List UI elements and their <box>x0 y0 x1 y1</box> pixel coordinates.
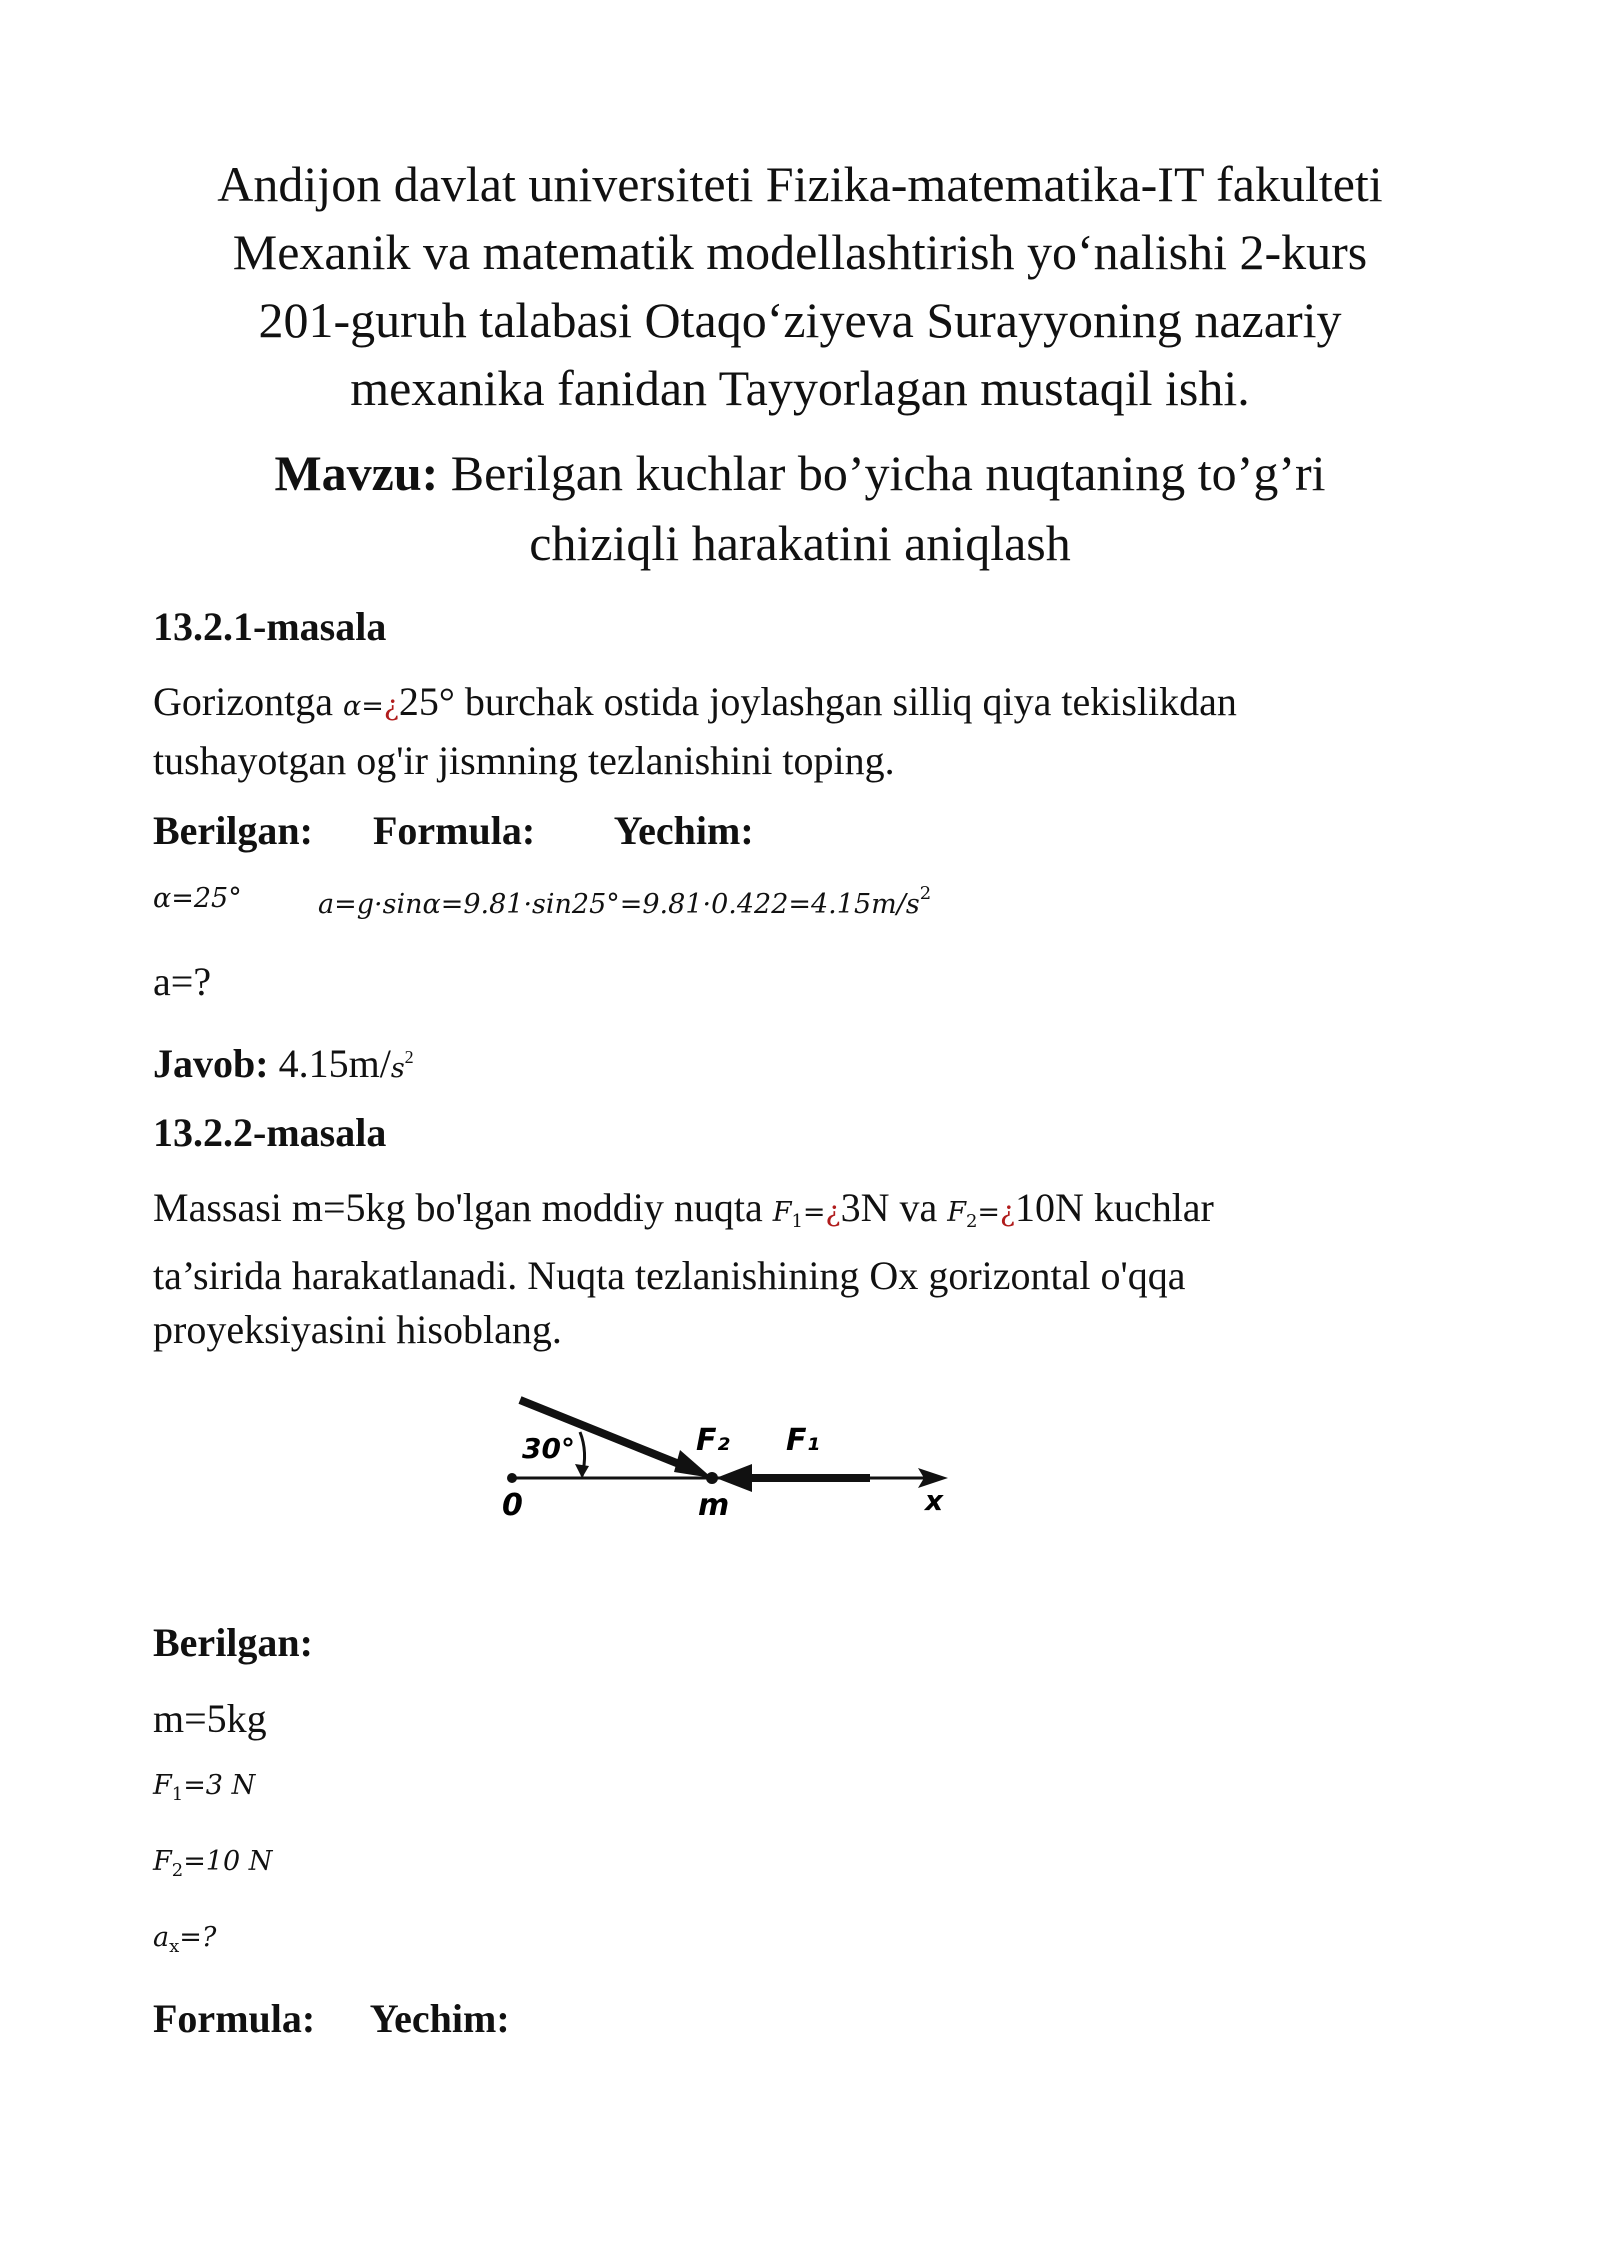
axis-x-label: x <box>925 1484 944 1517</box>
f1-label: F₁ <box>786 1423 820 1458</box>
p2-given-ax-sub: x <box>169 1936 180 1957</box>
p1-formula <box>318 883 931 920</box>
p2-f2-eq: = <box>977 1197 1001 1228</box>
p2-given-f2-val: =10 N <box>183 1846 273 1877</box>
topic <box>150 438 1450 578</box>
p2-given-ax-sym: a <box>153 1922 170 1953</box>
p2-f2-sub: 2 <box>965 1211 978 1232</box>
p1-given-value <box>153 883 242 914</box>
p2-text-line3: proyeksiyasini hisoblang. <box>153 1307 562 1352</box>
f2-label: F₂ <box>696 1423 730 1458</box>
p1-formula-exp: 2 <box>919 883 932 904</box>
p2-given-ax-rest: =? <box>179 1922 217 1953</box>
origin-label: 0 <box>502 1488 523 1523</box>
p2-text-start: Massasi m=5kg bo'lgan moddiy nuqta <box>153 1185 763 1230</box>
p2-text-line2: ta’sirida harakatlanadi. Nuqta tezlanishining Ox gorizontal o'qqa <box>153 1253 1186 1298</box>
p1-text-before: Gorizontga <box>153 679 333 724</box>
p2-given-f1-val: =3 N <box>183 1770 256 1801</box>
p2-given-m: m=5kg <box>153 1696 267 1741</box>
p1-answer-label: Javob: <box>153 1041 269 1086</box>
topic-line-1: Berilgan kuchlar bo’yicha nuqtaning to’g’ri <box>450 445 1326 501</box>
title-line-1: Andijon davlat universiteti Fizika-matematika-IT fakulteti <box>217 156 1383 212</box>
p1-inv-question: ¿ <box>383 689 399 722</box>
p2-label-solution: Yechim: <box>369 1996 510 2041</box>
mass-label: m <box>698 1488 730 1523</box>
problem1-heading: 13.2.1-masala <box>153 604 387 649</box>
problem1-statement <box>153 675 1453 788</box>
p1-eq: = <box>361 691 384 722</box>
p2-f1-eq: = <box>802 1197 826 1228</box>
p2-given-f1 <box>153 1770 255 1805</box>
p1-answer-value: 4.15m/ <box>278 1041 391 1086</box>
p1-formula-unit: m/s <box>871 889 920 920</box>
p2-label-formula: Formula: <box>153 1996 316 2041</box>
p1-given-alpha: α=25° <box>153 883 242 914</box>
p2-given-f2-sub: 2 <box>171 1860 184 1881</box>
topic-line-2: chiziqli harakatini aniqlash <box>529 515 1071 571</box>
p2-given-f1-sym: F <box>153 1770 172 1801</box>
p2-labels-row <box>153 1994 510 2044</box>
p1-alpha: α <box>342 691 362 722</box>
p2-given-ax <box>153 1922 216 1957</box>
topic-label: Mavzu: <box>274 445 439 501</box>
problem2-heading: 13.2.2-masala <box>153 1110 387 1155</box>
p2-f1-val: 3N <box>840 1185 890 1230</box>
p1-label-solution: Yechim: <box>613 808 754 853</box>
p2-given-f2-sym: F <box>153 1846 172 1877</box>
p2-given-label: Berilgan: <box>153 1620 313 1665</box>
p2-f2-val: 10N kuchlar <box>1015 1185 1214 1230</box>
p1-answer-unit: s <box>390 1053 405 1084</box>
p1-text-line2: tushayotgan og'ir jismning tezlanishini toping. <box>153 738 895 783</box>
angle-arc-arrowhead <box>575 1464 589 1478</box>
p2-f2-inv-q: ¿ <box>1000 1195 1016 1228</box>
origin-point <box>507 1473 517 1483</box>
title-line-2: Mexanik va matematik modellashtirish yo‘nalishi 2-kurs <box>232 224 1368 280</box>
p2-f1-sub: 1 <box>791 1211 803 1232</box>
p1-label-formula: Formula: <box>372 808 536 853</box>
p2-f2-sym: F <box>947 1197 966 1228</box>
p2-given-f1-sub: 1 <box>171 1784 184 1805</box>
p2-va: va <box>899 1185 938 1230</box>
p1-answer-exp: 2 <box>404 1047 414 1067</box>
title-line-3: 201-guruh talabasi Otaqo‘ziyeva Surayyoning nazariy <box>258 292 1342 348</box>
p1-unknown: a=? <box>153 959 212 1004</box>
p1-label-given: Berilgan: <box>153 808 313 853</box>
p1-angle: 25° <box>398 679 455 724</box>
document-title <box>150 150 1450 422</box>
angle-label: 30° <box>522 1432 575 1465</box>
force-diagram <box>470 1380 970 1570</box>
p2-f1-sym: F <box>772 1197 792 1228</box>
p1-labels-row <box>153 806 754 856</box>
p1-formula-text: a=g·sinα=9.81·sin25°=9.81·0.422=4.15 <box>318 889 872 920</box>
p1-text-after: burchak ostida joylashgan silliq qiya tekislikdan <box>464 679 1237 724</box>
title-line-4: mexanika fanidan Tayyorlagan mustaqil ishi. <box>350 360 1250 416</box>
p1-answer <box>153 1030 414 1096</box>
p2-given-f2 <box>153 1846 272 1881</box>
p2-f1-inv-q: ¿ <box>825 1195 841 1228</box>
problem2-statement <box>153 1181 1483 1357</box>
